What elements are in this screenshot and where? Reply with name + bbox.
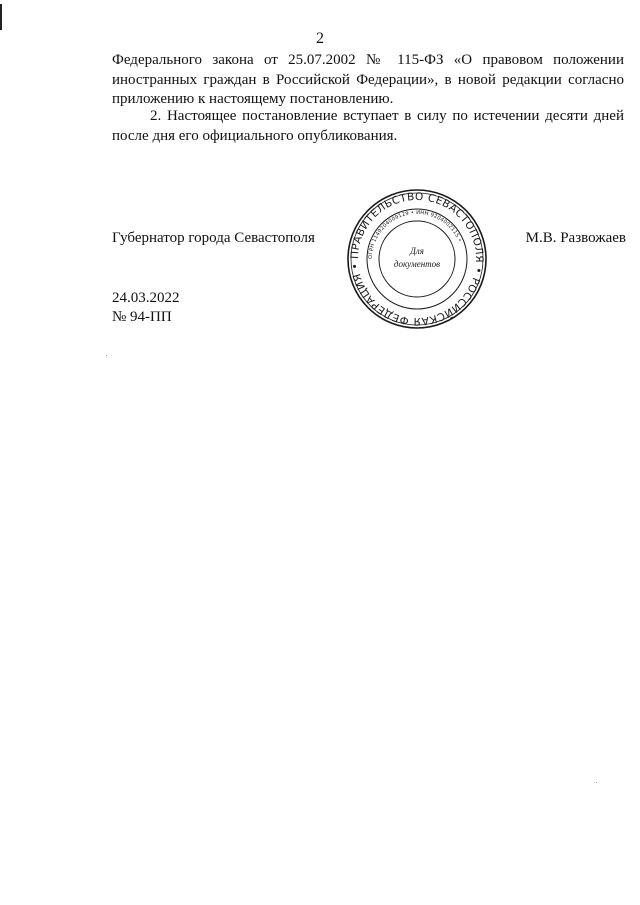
paragraph-2-line: 2. Настоящее постановление вступает в силу по истечении десяти дней <box>150 108 624 124</box>
scan-speck <box>106 355 107 356</box>
document-number: № 94-ПП <box>112 309 172 325</box>
seal-inner-text: ОГРН 1149204009129 • ИНН 9204002115 • <box>367 209 463 260</box>
seal-center-line-2: документов <box>393 259 441 269</box>
paragraph-2 <box>112 107 624 146</box>
scan-speck <box>596 782 597 783</box>
paragraph-1-line: приложению к настоящему постановлению. <box>112 91 394 107</box>
page-number: 2 <box>316 30 324 47</box>
paragraph-1-line: Федерального закона от 25.07.2002 № 115-ФЗ «О правовом положении <box>112 52 624 68</box>
paragraph-1 <box>112 51 624 110</box>
signatory-name: М.В. Развожаев <box>525 230 626 246</box>
seal-outer-text: ПРАВИТЕЛЬСТВО СЕВАСТОПОЛЯ • РОССИЙСКАЯ ФЕДЕРАЦИЯ • <box>348 190 486 328</box>
document-date: 24.03.2022 <box>112 290 180 306</box>
seal-center-line-1: Для <box>410 246 424 256</box>
signatory-title: Губернатор города Севастополя <box>112 230 315 246</box>
paragraph-1-line: иностранных граждан в Российской Федерации», в новой редакции согласно <box>112 71 624 88</box>
scan-edge-mark <box>0 4 2 30</box>
paragraph-2-line: после дня его официального опубликования. <box>112 127 398 144</box>
official-seal <box>346 188 488 330</box>
